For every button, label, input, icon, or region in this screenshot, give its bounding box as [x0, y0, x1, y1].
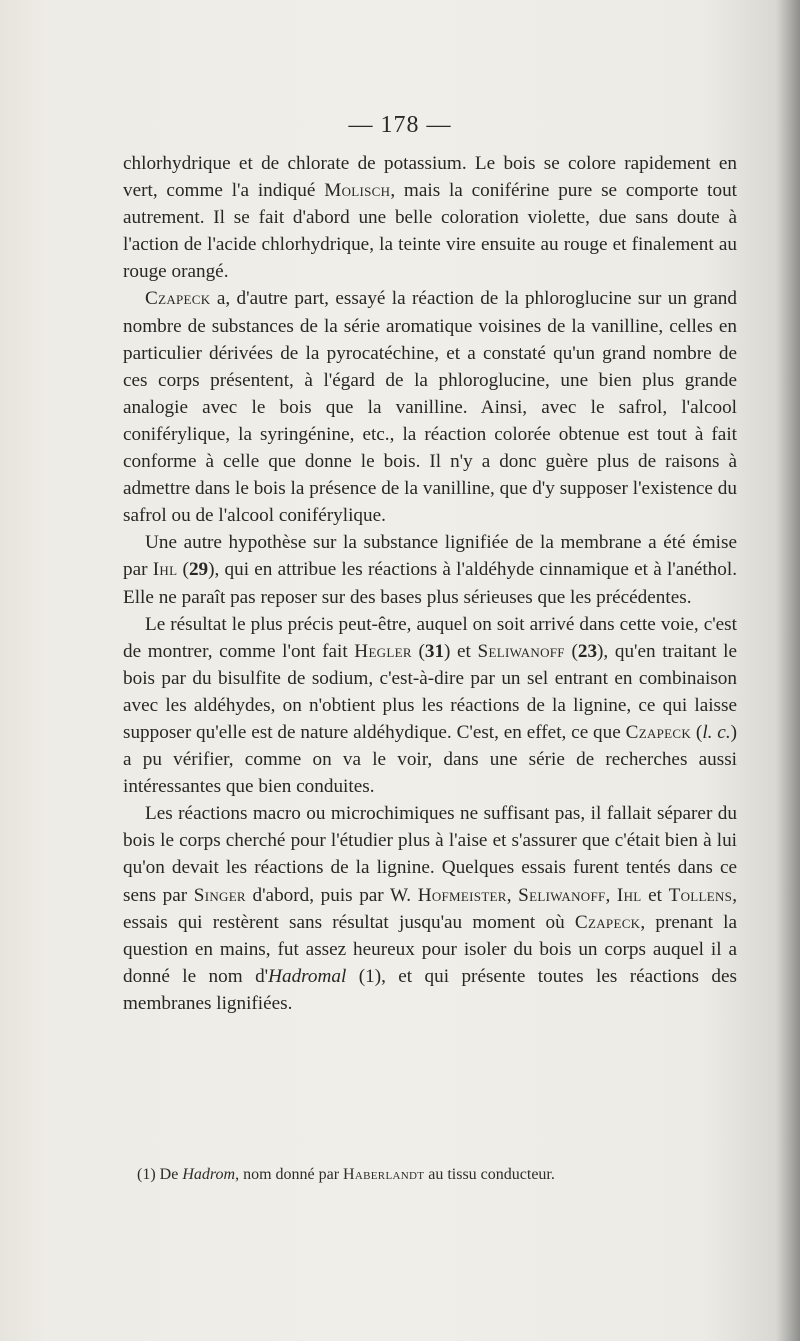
reference-number: 23	[577, 640, 598, 662]
text-run: Les réactions macro ou microchimiques ne suffisant pas, il fallait séparer du bois le corps cherché pour l'étudier plus à l'aise et s'assurer que c'était bien à lui qu'on devait les réactions de la lignine. Quelques essais furent tentés dans ce sens par	[123, 803, 737, 906]
paragraph-1	[123, 150, 737, 285]
reference-number: 31	[424, 640, 445, 662]
author-name: Hegler	[354, 640, 412, 662]
text-run: ,	[506, 884, 519, 906]
page-number: — 178 —	[348, 112, 452, 138]
author-name: Seliwanoff	[477, 640, 565, 662]
author-name: Hofmeister	[417, 884, 507, 906]
author-name: Haberlandt	[343, 1166, 425, 1183]
text-run: , nom donné par	[235, 1166, 344, 1183]
author-name: Czapeck	[574, 911, 641, 933]
text-run: et	[641, 884, 669, 906]
text-run: ) a pu vérifier, comme on va le voir, dans une série de recherches aussi intéressantes que bien conduites.	[123, 721, 738, 798]
text-run: Une autre hypothèse sur la substance lignifiée de la membrane a été émise par	[123, 532, 737, 581]
italic-term: Hadromal	[268, 965, 347, 987]
author-name: Ihl	[616, 884, 642, 906]
footnote	[137, 1164, 737, 1186]
text-run: (1) De	[137, 1166, 183, 1183]
paragraph-2	[123, 285, 737, 529]
author-name: Czapeck	[145, 288, 211, 310]
text-run: chlorhydrique et de chlorate de potassium. Le bois se colore rapidement en vert, comme l'a indiqué	[123, 153, 737, 202]
text-run: (	[411, 640, 425, 662]
italic-term: l. c.	[702, 721, 731, 743]
paragraph-4	[123, 611, 737, 801]
paragraph-3	[123, 529, 737, 610]
author-name: Ihl	[152, 559, 178, 581]
text-run: , prenant la question en mains, fut assez heureux pour isoler du bois un corps auquel il a donné le nom d'	[123, 911, 737, 987]
text-run: (1), et qui présente toutes les réactions des membranes lignifiées.	[123, 965, 737, 1014]
author-name: Molisch	[324, 180, 391, 202]
text-run: , essais qui restèrent sans résultat jusqu'au moment où	[123, 884, 738, 933]
text-run: ), qu'en traitant le bois par du bisulfite de sodium, c'est-à-dire par un sel entrant en combinaison avec les aldéhydes, on n'obtient plus les réactions de la lignine, ce qui laisse supposer qu'elle est de nature aldéhydique. C'est, en effet, ce que	[123, 640, 738, 743]
paragraph-5	[123, 800, 737, 1017]
text-run: (	[564, 640, 578, 662]
text-run: Le résultat le plus précis peut-être, auquel on soit arrivé dans cette voie, c'est de montrer, comme l'ont fait	[123, 613, 737, 662]
author-name: Seliwanoff	[518, 884, 606, 906]
text-run: (	[691, 721, 703, 743]
author-name: Singer	[193, 884, 246, 906]
reference-number: 29	[188, 559, 209, 581]
author-name: Czapeck	[625, 721, 692, 743]
text-run: , mais la coniférine pure se comporte tout autrement. Il se fait d'abord une belle coloration violette, due sans doute à l'action de l'acide chlorhydrique, la teinte vire ensuite au rouge et finalement au rouge orangé.	[123, 180, 737, 283]
body-text	[123, 150, 737, 1017]
text-run: (	[177, 559, 189, 581]
text-run: ,	[605, 884, 617, 906]
text-run: ) et	[444, 640, 478, 662]
text-run: au tissu conducteur.	[424, 1166, 555, 1183]
text-run: ), qui en attribue les réactions à l'aldéhyde cinnamique et à l'anéthol. Elle ne paraît pas reposer sur des bases plus sérieuses que les précédentes.	[123, 559, 738, 608]
text-run: a, d'autre part, essayé la réaction de la phloroglucine sur un grand nombre de substances de la série aromatique voisines de la vanilline, celles en particulier dérivées de la pyrocatéchine, et a constaté qu'un grand nombre de ces corps présentent, à l'égard de la phloroglucine, une bien plus grande analogie avec le bois que la vanilline. Ainsi, avec le safrol, l'alcool coniférylique, la syringénine, etc., la réaction colorée obtenue est tout à fait conforme à celle que donne le bois. Il n'y a donc guère plus de raisons à admettre dans le bois la présence de la vanilline, que d'y supposer l'existence du safrol ou de l'alcool coniférylique.	[123, 288, 737, 527]
italic-term: Hadrom	[182, 1166, 236, 1183]
author-name: Tollens	[668, 884, 733, 906]
text-run: d'abord, puis par W.	[245, 884, 418, 906]
